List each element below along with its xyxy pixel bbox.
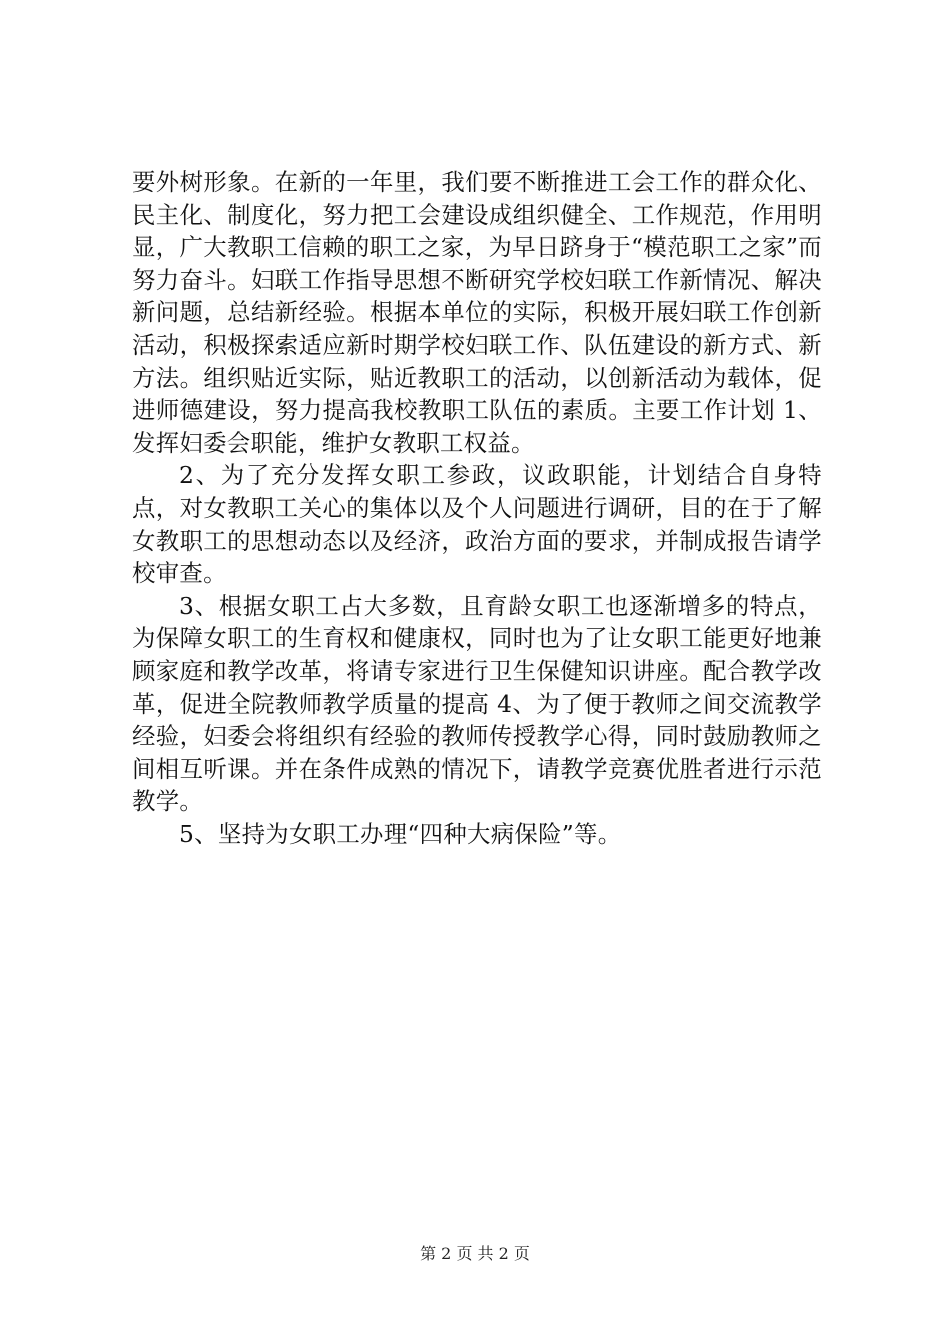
paragraph-4: 5、坚持为女职工办理“四种大病保险”等。	[179, 819, 622, 848]
paragraph-1: 要外树形象。在新的一年里，我们要不断推进工会工作的群众化、民主化、制度化，努力把工会建设成组织健全、工作规范，作用明显，广大教职工信赖的职工之家，为早日跻身于“模范职工之家”而努力奋斗。妇联工作指导思想不断研究学校妇联工作新情况、解决新问题，总结新经验。根据本单位的实际，积极开展妇联工作创新活动，积极探索适应新时期学校妇联工作、队伍建设的新方式、新方法。组织贴近实际，贴近教职工的活动，以创新活动为载体，促进师德建设，努力提高我校教职工队伍的素质。主要工作计划 1、发挥妇委会职能，维护女教职工权益。	[132, 168, 822, 457]
paragraph-2: 2、为了充分发挥女职工参政，议政职能，计划结合自身特点，对女教职工关心的集体以及个人问题进行调研，目的在于了解女教职工的思想动态以及经济，政治方面的要求，并制成报告请学校审查。	[132, 461, 822, 588]
document-body	[132, 166, 822, 850]
page-footer: 第 2 页 共 2 页	[420, 1244, 530, 1263]
paragraph-3: 3、根据女职工占大多数，且育龄女职工也逐渐增多的特点，为保障女职工的生育权和健康权，同时也为了让女职工能更好地兼顾家庭和教学改革，将请专家进行卫生保健知识讲座。配合教学改革，促进全院教师教学质量的提高 4、为了便于教师之间交流教学经验，妇委会将组织有经验的教师传授教学心得，同时鼓励教师之间相互听课。并在条件成熟的情况下，请教学竞赛优胜者进行示范教学。	[132, 591, 822, 816]
